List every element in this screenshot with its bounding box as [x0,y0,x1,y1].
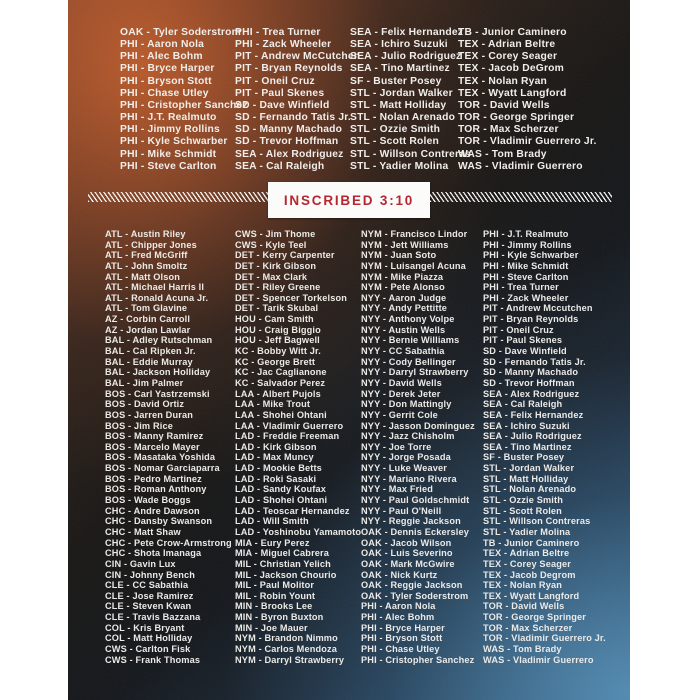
checklist-entry: LAD - Roki Sasaki [235,473,317,484]
checklist-entry: DET - Spencer Torkelson [235,292,348,303]
checklist-entry: MIN - Joe Mauer [235,622,308,633]
checklist-entry: SEA - Felix Hernandez [483,409,584,420]
checklist-entry: NYY - Don Mattingly [361,399,452,410]
checklist-entry: NYY - Max Fried [361,484,434,495]
checklist-entry: PHI - Bryson Stott [120,75,212,87]
checklist-entry: BOS - Marcelo Mayer [105,441,200,452]
checklist-entry: KC - Jac Caglianone [235,367,327,378]
inscribed-banner-label: INSCRIBED 3:10 [283,192,415,208]
checklist-entry: CWS - Kyle Teel [235,239,307,250]
checklist-entry: TOR - David Wells [458,99,550,111]
checklist-entry: STL - Matt Holliday [483,473,569,484]
checklist-entry: CLE - Travis Bazzana [105,612,201,623]
checklist-entry: SEA - Julio Rodriguez [483,431,582,442]
checklist-entry: BOS - Manny Ramirez [105,431,204,442]
checklist-entry: SEA - Ichiro Suzuki [350,39,448,51]
checklist-entry: NYY - Darryl Strawberry [361,367,469,378]
checklist-entry: HOU - Jeff Bagwell [235,335,320,346]
top-checklist-column-1 [120,27,248,173]
bottom-checklist-column-3 [361,229,475,665]
checklist-entry: NYY - CC Sabathia [361,346,445,357]
checklist-entry: BAL - Jim Palmer [105,377,184,388]
checklist-entry: STL - Nolan Arenado [350,112,456,124]
checklist-entry: KC - Bobby Witt Jr. [235,346,321,357]
checklist-entry: BOS - Carl Yastrzemski [105,388,210,399]
checklist-entry: NYM - Luisangel Acuna [361,260,466,271]
checklist-entry: SEA - Tino Martinez [350,63,450,75]
checklist-entry: NYY - Jorge Posada [361,452,451,463]
checklist-entry: BAL - Cal Ripken Jr. [105,346,196,357]
hatch-stripe-right-icon [430,192,612,202]
checklist-entry: NYY - Reggie Jackson [361,516,461,527]
checklist-entry: CHC - Pete Crow-Armstrong [105,537,232,548]
checklist-entry: CLE - Steven Kwan [105,601,192,612]
checklist-entry: NYM - Jett Williams [361,239,449,250]
checklist-entry: TEX - Nolan Ryan [483,580,562,591]
checklist-entry: LAD - Will Smith [235,516,309,527]
checklist-entry: PHI - Steve Carlton [483,271,569,282]
checklist-entry: MIL - Paul Molitor [235,580,315,591]
checklist-entry: COL - Matt Holliday [105,633,193,644]
checklist-entry: TOR - George Springer [483,612,587,623]
checklist-entry: NYY - Bernie Williams [361,335,460,346]
checklist-entry: SD - Manny Machado [235,124,343,136]
checklist-entry: BOS - Nomar Garciaparra [105,463,220,474]
checklist-entry: SEA - Cal Raleigh [235,160,325,172]
checklist-entry: SEA - Felix Hernandez [350,27,464,38]
checklist-entry: LAD - Kirk Gibson [235,441,317,452]
checklist-entry: NYY - Anthony Volpe [361,314,455,325]
checklist-entry: SEA - Cal Raleigh [483,399,563,410]
checklist-entry: MIA - Eury Perez [235,537,310,548]
checklist-entry: ATL - John Smoltz [105,260,188,271]
checklist-entry: NYY - Luke Weaver [361,463,447,474]
checklist-entry: BOS - Masataka Yoshida [105,452,216,463]
checklist-entry: PHI - Trea Turner [235,27,321,38]
checklist-entry: LAD - Freddie Freeman [235,431,340,442]
checklist-entry: NYY - Aaron Judge [361,292,447,303]
checklist-entry: BOS - Jim Rice [105,420,173,431]
checklist-entry: NYM - Pete Alonso [361,282,445,293]
checklist-entry: PHI - Jimmy Rollins [483,239,572,250]
checklist-entry: SD - Fernando Tatis Jr. [483,356,586,367]
checklist-entry: TEX - Wyatt Langford [458,87,567,99]
top-checklist-column-2 [235,27,360,173]
checklist-entry: NYY - Derek Jeter [361,388,441,399]
checklist-entry: BOS - Jarren Duran [105,409,193,420]
checklist-entry: TOR - George Springer [458,112,575,124]
checklist-entry: PHI - Alec Bohm [120,51,203,63]
checklist-entry: BAL - Eddie Murray [105,356,193,367]
checklist-entry: SEA - Alex Rodriguez [235,148,344,160]
checklist-entry: PHI - Bryce Harper [361,622,445,633]
checklist-entry: WAS - Tom Brady [458,148,547,160]
checklist-entry: ATL - Fred McGriff [105,250,188,261]
checklist-entry: LAA - Mike Trout [235,399,311,410]
checklist-entry: ATL - Ronald Acuna Jr. [105,292,209,303]
checklist-entry: MIL - Jackson Chourio [235,569,337,580]
checklist-entry: LAD - Mookie Betts [235,463,322,474]
checklist-entry: PHI - Zack Wheeler [483,292,569,303]
checklist-entry: NYY - Mariano Rivera [361,473,457,484]
checklist-entry: LAD - Teoscar Hernandez [235,505,350,516]
checklist-entry: PHI - Aaron Nola [361,601,436,612]
checklist-entry: ATL - Chipper Jones [105,239,197,250]
checklist-entry: STL - Ozzie Smith [483,495,563,506]
checklist-entry: PHI - Kyle Schwarber [483,250,579,261]
checklist-entry: SD - Dave Winfield [235,99,330,111]
checklist-entry: WAS - Vladimir Guerrero [458,160,583,172]
checklist-entry: PHI - Bryson Stott [361,633,443,644]
checklist-entry: PHI - Cristopher Sanchez [361,654,475,665]
checklist-entry: STL - Nolan Arenado [483,484,577,495]
top-checklist-column-3 [350,27,471,173]
checklist-entry: WAS - Tom Brady [483,643,562,654]
checklist-entry: PHI - Cristopher Sanchez [120,99,248,111]
checklist-entry: NYM - Darryl Strawberry [235,654,345,665]
checklist-entry: TEX - Adrian Beltre [483,548,570,559]
checklist-entry: COL - Kris Bryant [105,622,185,633]
checklist-entry: SEA - Julio Rodriguez [350,51,462,63]
checklist-entry: LAD - Yoshinobu Yamamoto [235,526,362,537]
checklist-entry: SEA - Tino Martinez [483,441,572,452]
checklist-entry: BOS - David Ortiz [105,399,185,410]
checklist-entry: STL - Willson Contreras [483,516,591,527]
checklist-entry: OAK - Reggie Jackson [361,580,463,591]
checklist-entry: STL - Scott Rolen [350,136,440,148]
checklist-entry: NYY - Andy Pettitte [361,303,448,314]
checklist-entry: PHI - Zack Wheeler [235,39,332,51]
checklist-entry: TOR - Vladimir Guerrero Jr. [483,633,606,644]
checklist-entry: LAA - Albert Pujols [235,388,321,399]
checklist-entry: CWS - Frank Thomas [105,654,201,665]
checklist-entry: OAK - Luis Severino [361,548,453,559]
checklist-entry: TOR - David Wells [483,601,565,612]
checklist-entry: AZ - Corbin Carroll [105,314,191,325]
checklist-entry: LAD - Shohei Ohtani [235,495,328,506]
checklist-entry: CWS - Carlton Fisk [105,643,191,654]
checklist-entry: CHC - Dansby Swanson [105,516,213,527]
checklist-poster [68,0,630,700]
checklist-entry: PHI - Mike Schmidt [483,260,569,271]
checklist-entry: MIA - Miguel Cabrera [235,548,330,559]
top-checklist-column-4 [458,27,597,173]
checklist-entry: SD - Trevor Hoffman [483,377,575,388]
checklist-entry: BAL - Jackson Holliday [105,367,211,378]
checklist-entry: DET - Kerry Carpenter [235,250,335,261]
checklist-entry: CHC - Shota Imanaga [105,548,202,559]
checklist-entry: PHI - J.T. Realmuto [120,112,217,124]
checklist-entry: PHI - Bryce Harper [120,63,215,75]
checklist-entry: TEX - Jacob Degrom [483,569,576,580]
checklist-entry: NYM - Brandon Nimmo [235,633,338,644]
checklist-entry: PIT - Paul Skenes [483,335,563,346]
checklist-entry: NYM - Carlos Mendoza [235,643,338,654]
checklist-entry: AZ - Jordan Lawlar [105,324,191,335]
checklist-entry: PHI - Aaron Nola [120,39,205,51]
checklist-entry: NYY - Paul Goldschmidt [361,495,470,506]
checklist-entry: TEX - Corey Seager [483,558,571,569]
checklist-entry: CIN - Johnny Bench [105,569,195,580]
checklist-entry: OAK - Dennis Eckersley [361,526,469,537]
bottom-checklist-column-4 [483,229,606,665]
checklist-entry: OAK - Mark McGwire [361,558,455,569]
checklist-entry: PHI - Chase Utley [120,87,209,99]
checklist-entry: KC - George Brett [235,356,316,367]
checklist-entry: TB - Junior Caminero [458,27,567,38]
checklist-entry: STL - Willson Contreras [350,148,472,160]
checklist-entry: NYY - David Wells [361,377,442,388]
checklist-entry: STL - Ozzie Smith [350,124,441,136]
checklist-entry: PHI - Mike Schmidt [120,148,217,160]
checklist-entry: NYY - Jasson Dominguez [361,420,475,431]
checklist-entry: PIT - Paul Skenes [235,87,325,99]
checklist-entry: PHI - Trea Turner [483,282,559,293]
checklist-entry: LAD - Sandy Koufax [235,484,327,495]
checklist-entry: PIT - Bryan Reynolds [483,314,579,325]
checklist-entry: NYY - Cody Bellinger [361,356,456,367]
checklist-entry: SF - Buster Posey [350,75,442,87]
bottom-checklist-column-1 [105,229,232,665]
checklist-entry: TEX - Corey Seager [458,51,558,63]
checklist-entry: TOR - Max Scherzer [483,622,573,633]
checklist-entry: SF - Buster Posey [483,452,565,463]
checklist-entry: DET - Riley Greene [235,282,321,293]
checklist-entry: SEA - Alex Rodriguez [483,388,580,399]
checklist-entry: PHI - J.T. Realmuto [483,229,569,239]
checklist-entry: CLE - Jose Ramirez [105,590,194,601]
checklist-entry: ATL - Matt Olson [105,271,181,282]
checklist-entry: CLE - CC Sabathia [105,580,189,591]
checklist-entry: PIT - Oneil Cruz [483,324,554,335]
checklist-entry: DET - Tarik Skubal [235,303,319,314]
checklist-entry: STL - Matt Holliday [350,99,447,111]
checklist-entry: MIL - Christian Yelich [235,558,331,569]
checklist-entry: PIT - Andrew McCutchen [235,51,361,63]
checklist-entry: STL - Jordan Walker [483,463,575,474]
checklist-entry: NYY - Austin Wells [361,324,446,335]
checklist-entry: SD - Trevor Hoffman [235,136,339,148]
checklist-entry: WAS - Vladimir Guerrero [483,654,594,665]
checklist-entry: PHI - Jimmy Rollins [120,124,220,136]
checklist-entry: STL - Yadier Molina [350,160,449,172]
checklist-entry: PHI - Steve Carlton [120,160,217,172]
checklist-entry: TEX - Jacob DeGrom [458,63,565,75]
hatch-stripe-left-icon [88,192,270,202]
checklist-entry: BOS - Wade Boggs [105,495,191,506]
checklist-entry: CIN - Gavin Lux [105,558,176,569]
checklist-entry: NYY - Paul O'Neill [361,505,442,516]
checklist-entry: PHI - Alec Bohm [361,612,435,623]
checklist-entry: MIN - Brooks Lee [235,601,313,612]
checklist-entry: DET - Max Clark [235,271,308,282]
checklist-entry: SEA - Ichiro Suzuki [483,420,570,431]
checklist-entry: HOU - Craig Biggio [235,324,321,335]
checklist-entry: LAD - Max Muncy [235,452,314,463]
checklist-entry: MIL - Robin Yount [235,590,316,601]
checklist-entry: STL - Yadier Molina [483,526,571,537]
checklist-entry: NYM - Francisco Lindor [361,229,468,239]
checklist-entry: TOR - Vladimir Guerrero Jr. [458,136,597,148]
checklist-entry: NYY - Joe Torre [361,441,432,452]
checklist-entry: NYM - Juan Soto [361,250,437,261]
checklist-entry: PIT - Oneil Cruz [235,75,315,87]
checklist-entry: PIT - Bryan Reynolds [235,63,343,75]
checklist-entry: STL - Jordan Walker [350,87,453,99]
checklist-entry: OAK - Jacob Wilson [361,537,452,548]
checklist-entry: NYY - Gerrit Cole [361,409,438,420]
checklist-entry: ATL - Austin Riley [105,229,186,239]
checklist-entry: MIN - Byron Buxton [235,612,324,623]
checklist-entry: OAK - Tyler Soderstrom [361,590,469,601]
checklist-entry: PIT - Andrew Mccutchen [483,303,593,314]
checklist-entry: OAK - Nick Kurtz [361,569,438,580]
inscribed-banner [268,182,430,218]
checklist-entry: BOS - Roman Anthony [105,484,207,495]
checklist-entry: OAK - Tyler Soderstrom [120,27,241,38]
checklist-entry: TEX - Nolan Ryan [458,75,548,87]
checklist-entry: PHI - Kyle Schwarber [120,136,228,148]
checklist-entry: BAL - Adley Rutschman [105,335,213,346]
checklist-entry: LAA - Vladimir Guerrero [235,420,344,431]
checklist-entry: SD - Fernando Tatis Jr. [235,112,351,124]
checklist-entry: STL - Scott Rolen [483,505,562,516]
checklist-entry: SD - Manny Machado [483,367,579,378]
checklist-entry: BOS - Pedro Martinez [105,473,202,484]
checklist-entry: NYM - Mike Piazza [361,271,444,282]
checklist-entry: CWS - Jim Thome [235,229,316,239]
checklist-entry: CHC - Andre Dawson [105,505,200,516]
checklist-entry: HOU - Cam Smith [235,314,314,325]
checklist-entry: ATL - Tom Glavine [105,303,188,314]
bottom-checklist-column-2 [235,229,361,665]
checklist-entry: SD - Dave Winfield [483,346,567,357]
checklist-entry: DET - Kirk Gibson [235,260,317,271]
checklist-entry: KC - Salvador Perez [235,377,326,388]
checklist-entry: ATL - Michael Harris II [105,282,205,293]
checklist-entry: CHC - Matt Shaw [105,526,181,537]
checklist-entry: NYY - Jazz Chisholm [361,431,455,442]
checklist-entry: TEX - Adrian Beltre [458,39,556,51]
checklist-entry: PHI - Chase Utley [361,643,440,654]
checklist-entry: TOR - Max Scherzer [458,124,559,136]
checklist-entry: TEX - Wyatt Langford [483,590,580,601]
checklist-entry: TB - Junior Caminero [483,537,580,548]
checklist-entry: LAA - Shohei Ohtani [235,409,327,420]
